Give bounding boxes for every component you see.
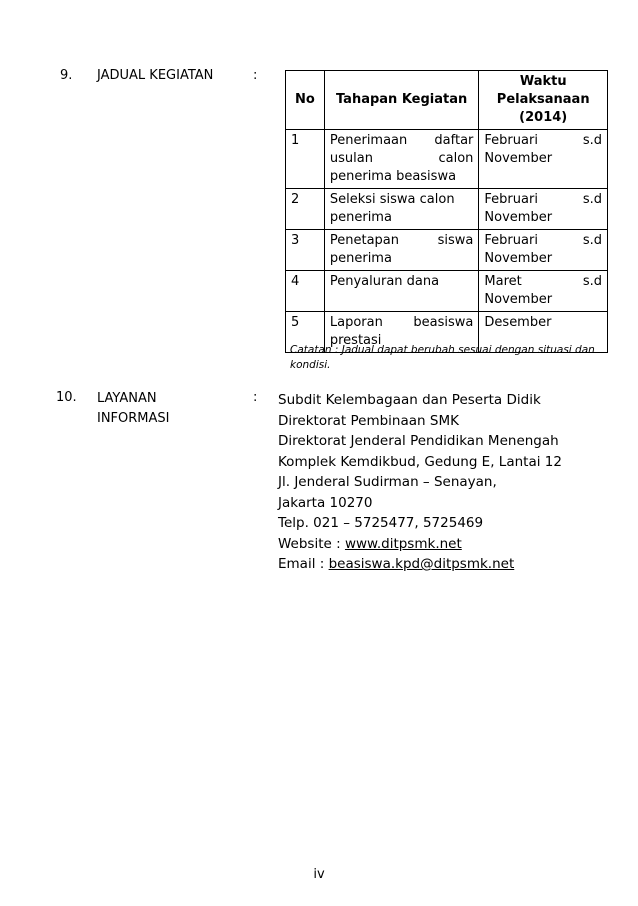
info-line: Telp. 021 – 5725477, 5725469 — [278, 515, 484, 531]
cell-line: November — [484, 251, 553, 266]
header-time: Waktu Pelaksanaan (2014) — [479, 71, 608, 130]
section-10-number: 10. — [56, 390, 77, 405]
cell-line: penerima — [329, 210, 392, 225]
table-row — [286, 230, 608, 271]
schedule-table — [285, 70, 608, 353]
info-line: Direktorat Jenderal Pendidikan Menengah — [278, 433, 559, 449]
cell-line: Seleksi siswa calon — [329, 192, 455, 207]
info-line: Jakarta 10270 — [278, 494, 373, 511]
page-number: iv — [313, 867, 325, 882]
section-10-label: LAYANAN INFORMASI — [97, 391, 170, 426]
section-9-colon: : — [253, 68, 258, 83]
cell-line: prestasi — [329, 333, 382, 348]
cell-line: penerima — [329, 251, 392, 266]
row-stage — [324, 130, 479, 189]
table-row — [286, 189, 608, 230]
cell-line: Februari s.d — [484, 233, 602, 248]
header-stage: Tahapan Kegiatan — [324, 71, 479, 130]
row-number: 5 — [286, 312, 325, 353]
info-line: Direktorat Pembinaan SMK — [278, 412, 459, 429]
section-10-colon: : — [253, 390, 258, 405]
cell-line: Laporan beasiswa — [329, 315, 474, 330]
cell-line: November — [484, 210, 553, 225]
row-time — [479, 271, 608, 312]
cell-line: November — [484, 151, 553, 166]
row-stage — [324, 189, 479, 230]
cell-line: Penetapan siswa — [329, 233, 474, 248]
row-number: 2 — [286, 189, 325, 230]
row-time — [479, 230, 608, 271]
row-number: 3 — [286, 230, 325, 271]
cell-line: Desember — [484, 315, 552, 330]
cell-line: Februari s.d — [484, 192, 602, 207]
row-time — [479, 130, 608, 189]
contact-info — [278, 390, 562, 575]
email-line: Email : beasiswa.kpd@ditpsmk.net — [278, 556, 515, 572]
info-line: Komplek Kemdikbud, Gedung E, Lantai 12 — [278, 453, 562, 470]
section-9-label: JADUAL KEGIATAN — [97, 68, 214, 83]
info-line: Jl. Jenderal Sudirman – Senayan, — [278, 474, 497, 490]
row-number: 4 — [286, 271, 325, 312]
website-link[interactable]: www.ditpsmk.net — [344, 535, 462, 552]
cell-line: Penyaluran dana — [329, 274, 440, 289]
info-line: Subdit Kelembagaan dan Peserta Didik — [278, 392, 541, 408]
schedule-note: Catatan : Jadual dapat berubah sesuai dengan situasi dan kondisi. — [290, 344, 595, 371]
cell-line: Penerimaan daftar — [329, 133, 474, 148]
website-line: Website : www.ditpsmk.net — [278, 535, 462, 552]
header-no: No — [286, 71, 325, 130]
cell-line: Februari s.d — [484, 133, 602, 148]
cell-line: penerima beasiswa — [329, 169, 457, 184]
section-9-number: 9. — [60, 68, 73, 83]
email-link[interactable]: beasiswa.kpd@ditpsmk.net — [328, 556, 515, 572]
cell-line: November — [484, 292, 553, 307]
row-number: 1 — [286, 130, 325, 189]
row-time — [479, 189, 608, 230]
table-row — [286, 130, 608, 189]
cell-line: Maret s.d — [484, 274, 602, 289]
row-stage — [324, 230, 479, 271]
row-stage — [324, 271, 479, 312]
table-row — [286, 271, 608, 312]
cell-line: usulan calon — [329, 151, 474, 166]
